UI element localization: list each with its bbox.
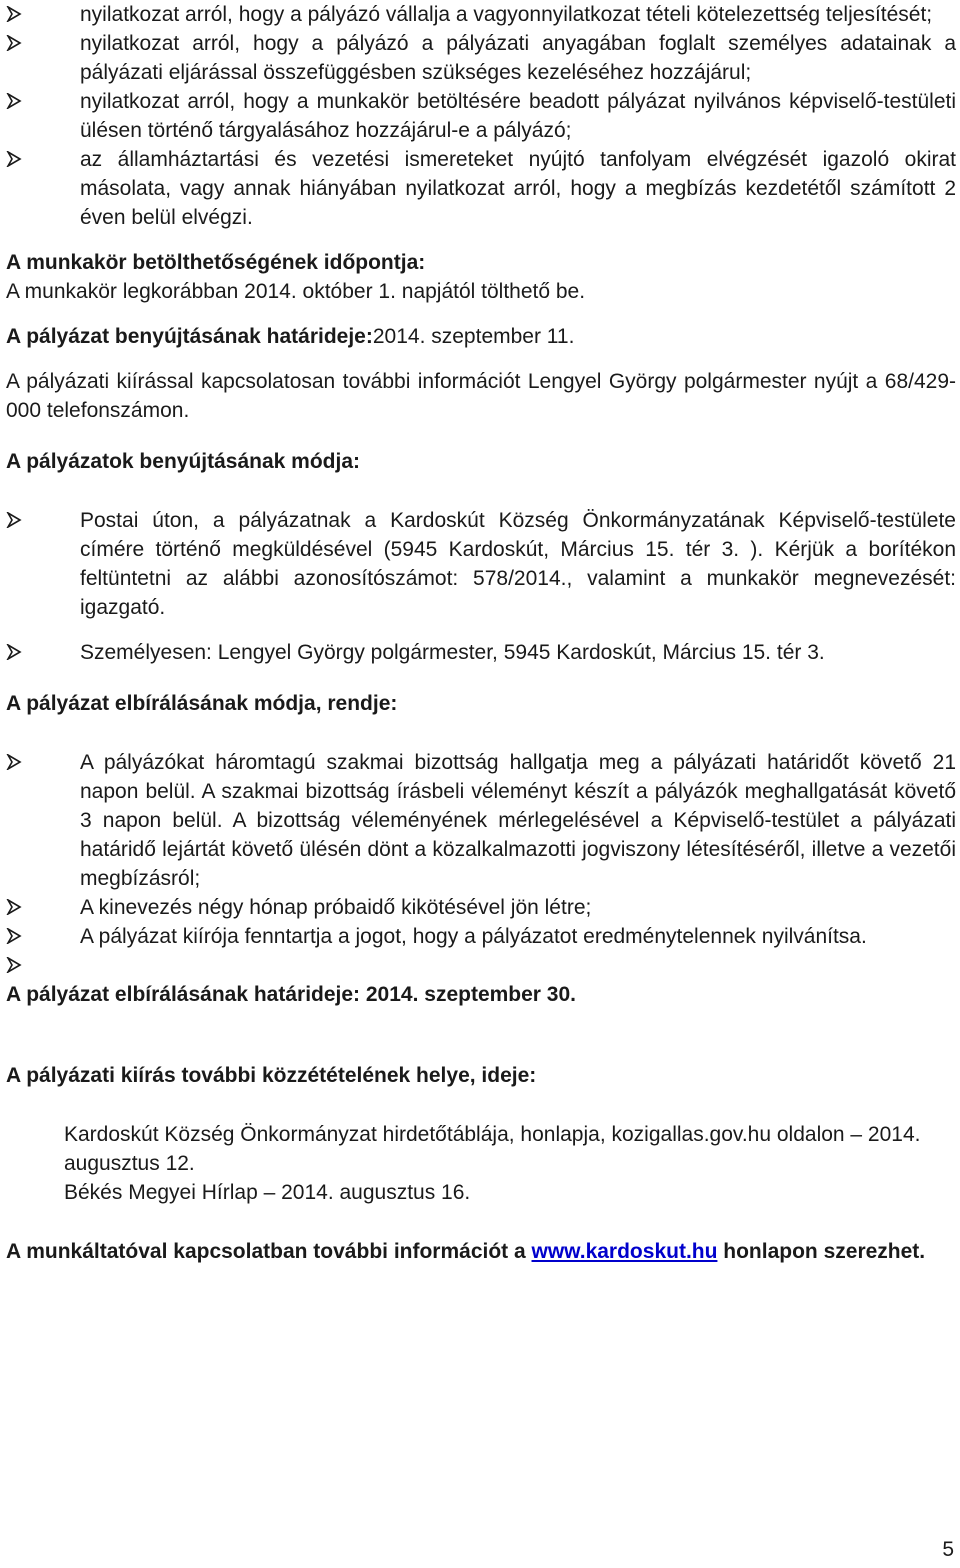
submission-heading: A pályázatok benyújtásának módja: [6,450,360,473]
list-item-text: Postai úton, a pályázatnak a Kardoskút Község Önkormányzatának Képviselő-testülete címére történő megküldésével (5945 Kardoskút, Március 15. tér 3. ). Kérjük a borítékon feltüntetni az alábbi azonosítószámot: 578/2014., valamint a munkakör megnevezését: igazgató. [80,509,956,619]
arrow-bullet-icon [6,951,26,980]
list-item [6,638,956,667]
deadline-line [6,322,956,351]
arrow-bullet-icon [6,506,26,535]
list-item-text: A pályázat kiírója fenntartja a jogot, hogy a pályázatot eredménytelennek nyilvánítsa. [80,925,867,948]
evaluation-deadline: A pályázat elbírálásának határideje: 2014. szeptember 30. [6,983,577,1006]
list-item [6,29,956,87]
start-date-heading: A munkakör betölthetőségének időpontja: [6,251,426,274]
arrow-bullet-icon [6,87,26,116]
arrow-bullet-icon [6,145,26,174]
publication-places [6,1120,956,1207]
list-item-text: nyilatkozat arról, hogy a pályázó vállalja a vagyonnyilatkozat tételi kötelezettség teljesítését; [80,3,933,26]
website-link[interactable]: www.kardoskut.hu [531,1240,718,1263]
arrow-bullet-icon [6,29,26,58]
list-item-text: nyilatkozat arról, hogy a munkakör betöltésére beadott pályázat nyilvános képviselő-testületi ülésen történő tárgyalásához hozzájárul-e a pályázó; [80,90,956,142]
document-page [6,0,956,1266]
list-item [6,506,956,622]
list-item [6,893,956,922]
publication-heading: A pályázati kiírás további közzétételének helye, ideje: [6,1064,537,1087]
arrow-bullet-icon [6,748,26,777]
publication-line: Kardoskút Község Önkormányzat hirdetőtáblája, honlapja, kozigallas.gov.hu oldalon – 2014. augusztus 12. [64,1123,921,1175]
list-item-text: Személyesen: Lengyel György polgármester, 5945 Kardoskút, Március 15. tér 3. [80,641,825,664]
arrow-bullet-icon [6,638,26,667]
list-item-text: az államháztartási és vezetési ismereteket nyújtó tanfolyam elvégzését igazoló okirat másolata, vagy annak hiányában nyilatkozat arról, hogy a megbízás kezdetétől számított 2 éven belül elvégzi. [80,148,956,229]
deadline-value: 2014. szeptember 11. [372,325,575,348]
list-item-text: A pályázókat háromtagú szakmai bizottság hallgatja meg a pályázati határidőt követő 21 napon belül. A szakmai bizottság írásbeli véleményt készít a pályázók meghallgatását követő 3 napon belül. A bizottság véleményének mérlegelésével a Képviselő-testület a pályázati határidő lejártát követő ülésén dönt a közalkalmazotti jogviszony létesítéséről, illetve a vezetői megbízásról; [80,751,956,890]
page-number: 5 [942,1538,954,1561]
list-item [6,145,956,232]
list-item [6,951,956,980]
arrow-bullet-icon [6,893,26,922]
arrow-bullet-icon [6,922,26,951]
list-item-text: A kinevezés négy hónap próbaidő kikötésével jön létre; [80,896,592,919]
employer-info-text-end: honlapon szerezhet. [717,1240,926,1263]
contact-info: A pályázati kiírással kapcsolatosan további információt Lengyel György polgármester nyújt a 68/429-000 telefonszámon. [6,370,956,422]
arrow-bullet-icon [6,0,26,29]
evaluation-heading: A pályázat elbírálásának módja, rendje: [6,692,398,715]
list-item [6,922,956,951]
submission-list [6,506,956,622]
list-item-text: nyilatkozat arról, hogy a pályázó a pályázati anyagában foglalt személyes adatainak a pályázati eljárással összefüggésben szükséges kezeléséhez hozzájárul; [80,32,956,84]
evaluation-list [6,748,956,980]
deadline-heading: A pályázat benyújtásának határideje: [6,325,373,348]
list-item [6,0,956,29]
list-item [6,748,956,893]
submission-list-2 [6,638,956,667]
list-item [6,87,956,145]
employer-info-text: A munkáltatóval kapcsolatban további információt a [6,1240,532,1263]
requirements-list [6,0,956,232]
publication-line: Békés Megyei Hírlap – 2014. augusztus 16. [64,1181,471,1204]
start-date-text: A munkakör legkorábban 2014. október 1. napjától tölthető be. [6,280,586,303]
employer-info [6,1237,956,1266]
